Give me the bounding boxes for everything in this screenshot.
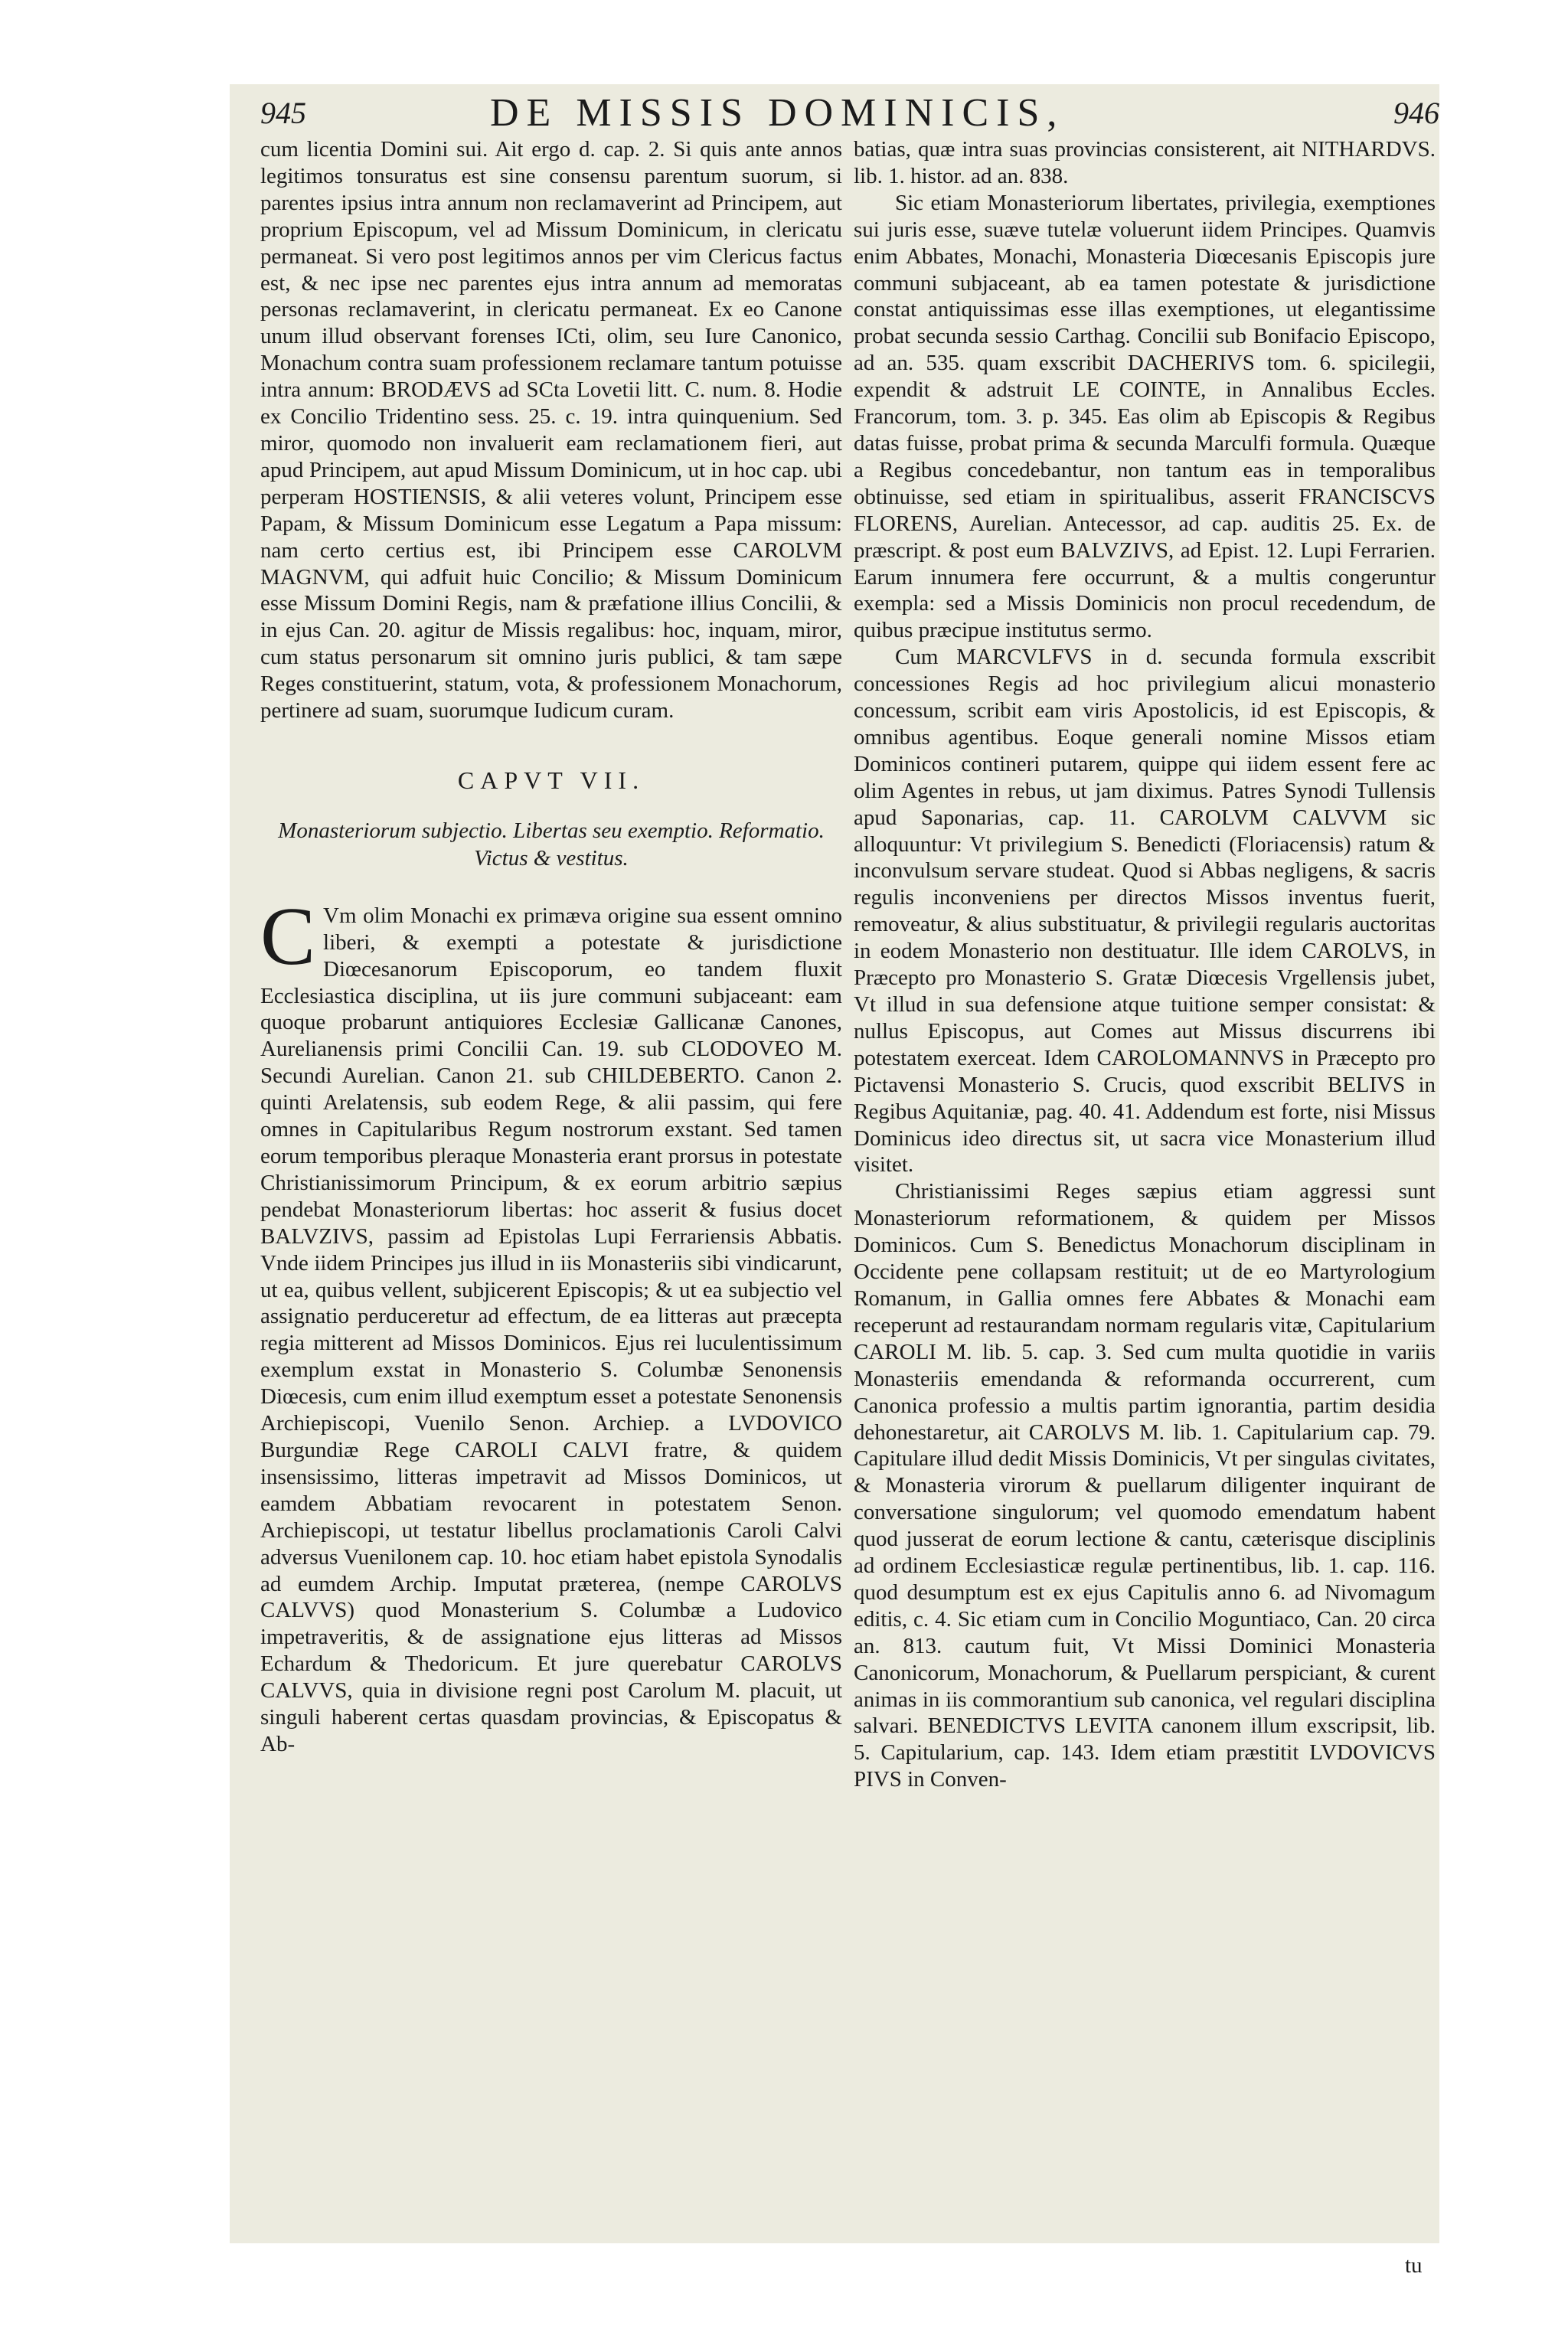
paragraph: cum licentia Domini sui. Ait ergo d. cap. 2. Si quis ante annos legitimos tonsuratus est sine consensu parentum suorum, si parentes ipsius intra annum non reclamaverint ad Principem, aut proprium Episcopum, vel ad Missum Dominicum, in clericatu permaneat. Si vero post legitimos annos per vim Clericus factus est, & nec ipse nec parentes ejus intra annum ad memoratas personas reclamaverint, in clericatu permaneat. Ex eo Canone unum illud observant forenses ICti, olim, seu Iure Canonico, Monachum contra suam professionem reclamare tantum potuisse intra annum: BRODÆVS ad SCta Lovetii litt. C. num. 8. Hodie ex Concilio Tridentino sess. 25. c. 19. intra quinquenium. Sed miror, quomodo non invaluerit eam reclamationem fieri, aut apud Principem, aut apud Missum Dominicum, ut in hoc cap. ubi perperam HOSTIENSIS, & alii veteres volunt, Principem esse Papam, & Missum Dominicum esse Legatum a Papa missum: nam certo certius est, ibi Principem esse CAROLVM MAGNVM, qui adfuit huic Concilio; & Missum Dominicum esse Missum Domini Regis, nam & præfatione illius Concilii, & in ejus Can. 20. agitur de Missis regalibus: hoc, inquam, miror, cum status personarum sit omnino juris publici, & tam sæpe Reges constituerint, statum, vota, & professionem Monachorum, pertinere ad suam, suorumque Iudicum curam. — [260, 137, 842, 724]
page-number-right: 946 — [1393, 96, 1439, 130]
paragraph-text: Vm olim Monachi ex primæva origine sua essent omnino liberi, & exempti a potestate & jurisdictione Diœcesanorum Episcoporum, eo tandem fluxit Ecclesiastica disciplina, ut iis jure communi subjaceant: eam quoque probarunt antiquiores Ecclesiæ Gallicanæ Canones, Aurelianensis primi Concilii Can. 19. sub CLODOVEO M. Secundi Aurelian. Canon 21. sub CHILDEBERTO. Canon 2. quinti Arelatensis, sub eodem Rege, & alii passim, qui fere omnes in Capitularibus Regum nostrorum exstant. Sed tamen eorum temporibus pleraque Monasteria erant prorsus in potestate Christianissimorum Principum, & ex eorum arbitrio sæpius pendebat Monasteriorum libertas: hoc asserit & fusius docet BALVZIVS, passim ad Epistolas Lupi Ferrariensis Abbatis. Vnde iidem Principes jus illud in iis Monasteriis sibi vindicarunt, ut ea, quibus vellent, subjicerent Episcopis; & ut ea subjectio vel assignatio perduceretur ad effectum, de ea litteras aut præcepta regia mitterent ad Missos Dominicos. Ejus rei luculentissimum exemplum exstat in Monasterio S. Columbæ Senonensis Diœcesis, cum enim illud exemptum esset a potestate Senonensis Archiepiscopi, Vuenilo Senon. Archiep. a LVDOVICO Burgundiæ Rege CAROLI CALVI fratre, & quidem insensissimo, litteras impetravit ad Missos Dominicos, ut eamdem Abbatiam revocarent in potestatem Senon. Archiepiscopi, ut testatur libellus proclamationis Caroli Calvi adversus Vuenilonem cap. 10. hoc etiam habet epistola Synodalis ad eumdem Archip. Imputat præterea, (nempe CAROLVS CALVVS) quod Monasterium S. Columbæ a Ludovico impetraveritis, & de assignatione ejus litteras ad Missos Echardum & Thedoricum. Et jure querebatur CAROLVS CALVVS, quia in divisione regni post Carolum M. placuit, ut singuli haberent certas quasdam provincias, & Episcopatus & Ab- — [260, 903, 842, 1756]
paragraph: Christianissimi Reges sæpius etiam aggressi sunt Monasteriorum reformationem, & quidem per Missos Dominicos. Cum S. Benedictus Monachorum disciplinam in Occidente pene collapsam restituit; ut de eo Martyrologium Romanum, in Gallia omnes fere Abbates & Monachi eam receperunt ad restaurandam normam regularis vitæ, Capitularium CAROLI M. lib. 5. cap. 3. Sed cum multa quotidie in variis Monasteriis emendanda & reformanda occurrerent, cum Canonica professio a multis partim ignorantia, partim desidia dehonestaretur, ait CAROLVS M. lib. 1. Capitularium cap. 79. Capitulare illud dedit Missis Dominicis, Vt per singulas civitates, & Monasteria virorum & puellarum diligenter inquirant de conversatione singulorum; vel quomodo emendatum habent quod jusserat de eorum lectione & cantu, cæterisque disciplinis ad ordinem Ecclesiasticæ regulæ pertinentibus, lib. 1. cap. 116. quod desumptum est ex ejus Capitulis anno 6. ad Nivomagum editis, c. 4. Sic etiam cum in Concilio Moguntiaco, Can. 20 circa an. 813. cautum fuit, Vt Missi Dominici Monasteria Canonicorum, Monachorum, & Puellarum perspiciant, & curent animas in iis commorantium sub canonica, vel regulari disciplina salvari. BENEDICTVS LEVITA canonem illum exscripsit, lib. 5. Capitularium, cap. 143. Idem etiam præstitit LVDOVICVS PIVS in Conven- — [854, 1179, 1436, 1792]
left-column — [260, 136, 842, 1758]
paragraph: batias, quæ intra suas provincias consisterent, ait NITHARDVS. lib. 1. histor. ad an. 838. — [854, 137, 1436, 188]
running-title: DE MISSIS DOMINICIS, — [490, 91, 1065, 135]
paragraph: Sic etiam Monasteriorum libertates, privilegia, exemptiones sui juris esse, suæve tutelæ voluerunt iidem Principes. Quamvis enim Abbates, Monachi, Monasteria Diœcesanis Episcopis jure communi subjaceant, ab ea tamen potestate & jurisdictione constat antiquissimas esse illas exemptiones, ut elegantissime probat secunda sessio Carthag. Concilii sub Bonifacio Episcopo, ad an. 535. quam exscribit DACHERIVS tom. 6. spicilegii, expendit & adstruit LE COINTE, in Annalibus Eccles. Francorum, tom. 3. p. 345. Eas olim ab Episcopis & Regibus datas fuisse, probat prima & secunda Marculfi formula. Quæque a Regibus concedebantur, non tantum eas in temporalibus obtinuisse, sed etiam in spiritualibus, asserit FRANCISCVS FLORENS, Aurelian. Antecessor, ad cap. auditis 25. Ex. de præscript. & post eum BALVZIVS, ad Epist. 12. Lupi Ferrarien. Earum innumera fere occurrunt, & a multis congeruntur exempla: sed a Missis Dominicis non procul recedendum, de quibus præcipue institutus sermo. — [854, 190, 1436, 643]
paragraph — [260, 890, 842, 1758]
drop-cap: C — [260, 890, 316, 982]
chapter-heading: CAPVT VII. — [457, 766, 645, 794]
chapter-title: Monasteriorum subjectio. Libertas seu exemptio. Reformatio. Victus & vestitus. — [278, 818, 825, 871]
catchword: tu — [1405, 2253, 1423, 2278]
right-column — [854, 136, 1436, 1793]
page-number-left: 945 — [260, 96, 306, 130]
paragraph: Cum MARCVLFVS in d. secunda formula exscribit concessiones Regis ad hoc privilegium alicui monasterio concessum, scribit eam viris Apostolicis, id est Episcopis, & omnibus agentibus. Eoque generali nomine Missos etiam Dominicos contineri putarem, quippe qui iidem essent fere ac olim Agentes in rebus, ut jam diximus. Patres Synodi Tullensis apud Saponarias, cap. 11. CAROLVM CALVVM sic alloquuntur: Vt privilegium S. Benedicti (Floriacensis) ratum & inconvulsum servare studeat. Quod si Abbas negligens, & sacris regulis inconveniens per directos Missos inventus fuerit, removeatur, & alius substituatur, & privilegii regularis auctoritas in eodem Monasterio non destituatur. Ille idem CAROLVS, in Præcepto pro Monasterio S. Gratæ Diœcesis Vrgellensis jubet, Vt illud in sua defensione atque tuitione semper consistat: & nullus Episcopus, aut Comes aut Missus discurrens ibi potestatem exerceat. Idem CAROLOMANNVS in Præcepto pro Pictavensi Monasterio S. Crucis, quod exscribit BELIVS in Regibus Aquitaniæ, pag. 40. 41. Addendum est forte, nisi Missus Dominicus ideo directus sit, ut sacra vice Monasterium illud visitet. — [854, 645, 1436, 1178]
